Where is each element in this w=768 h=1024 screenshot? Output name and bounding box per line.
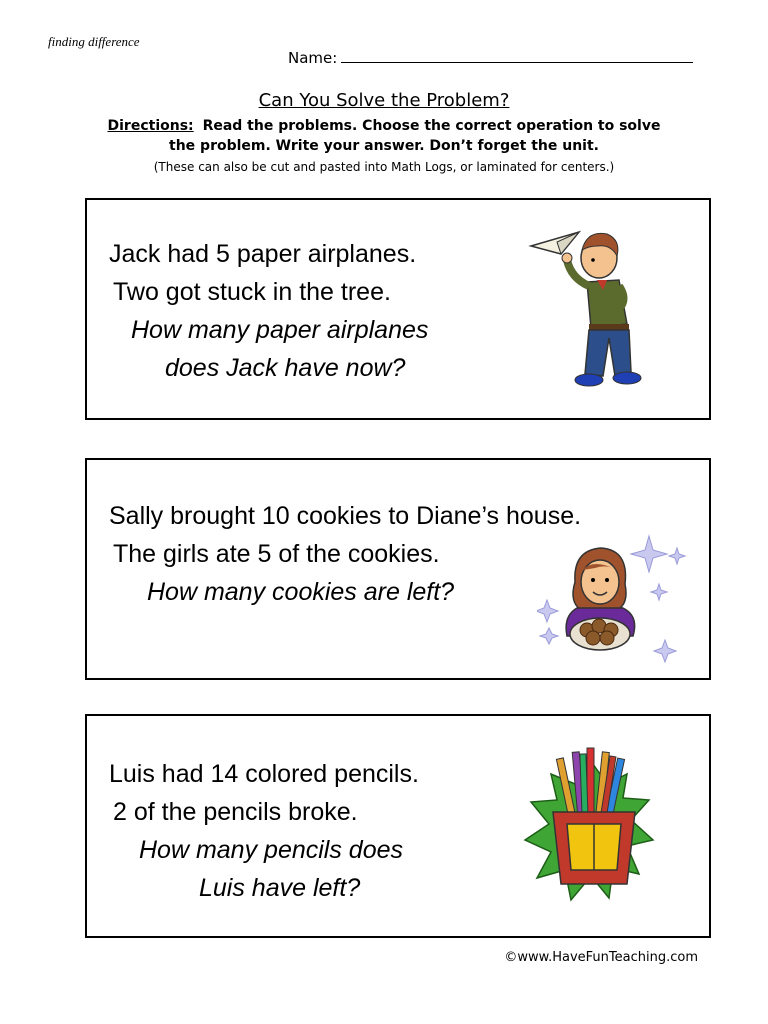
directions-line-2: the problem. Write your answer. Don’t forget the unit. (169, 138, 599, 154)
copyright-footer: ©www.HaveFunTeaching.com (504, 950, 698, 965)
problem-2-line-1: Sally brought 10 cookies to Diane’s house. (109, 502, 582, 530)
name-blank-line[interactable] (341, 48, 693, 63)
girl-cookies-icon (537, 530, 697, 670)
problem-3-question-1: How many pencils does (139, 836, 404, 864)
directions-label: Directions: (107, 118, 194, 134)
directions-note: (These can also be cut and pasted into Math Logs, or laminated for centers.) (153, 160, 615, 174)
problem-1-line-1: Jack had 5 paper airplanes. (109, 240, 417, 268)
worksheet-tag: finding difference (48, 34, 140, 49)
problem-1-line-2: Two got stuck in the tree. (113, 278, 391, 306)
problem-3-line-1: Luis had 14 colored pencils. (109, 760, 419, 788)
problem-1-question-1: How many paper airplanes (131, 316, 429, 344)
problem-3-line-2: 2 of the pencils broke. (113, 798, 358, 826)
problem-card-2 (85, 458, 711, 680)
directions-line-1: Read the problems. Choose the correct operation to solve (202, 118, 661, 134)
problem-2-question-1: How many cookies are left? (147, 578, 455, 606)
directions (60, 116, 708, 156)
problem-2-line-2: The girls ate 5 of the cookies. (113, 540, 440, 568)
problem-card-1 (85, 198, 711, 420)
name-field (288, 48, 693, 67)
name-label: Name: (288, 49, 338, 67)
problem-1-question-2: does Jack have now? (165, 354, 406, 382)
problem-card-3 (85, 714, 711, 938)
page-title: Can You Solve the Problem? (258, 90, 510, 111)
boy-paper-airplane-icon (527, 224, 657, 396)
problem-3-question-2: Luis have left? (199, 874, 361, 902)
pencil-cup-icon (523, 744, 663, 914)
